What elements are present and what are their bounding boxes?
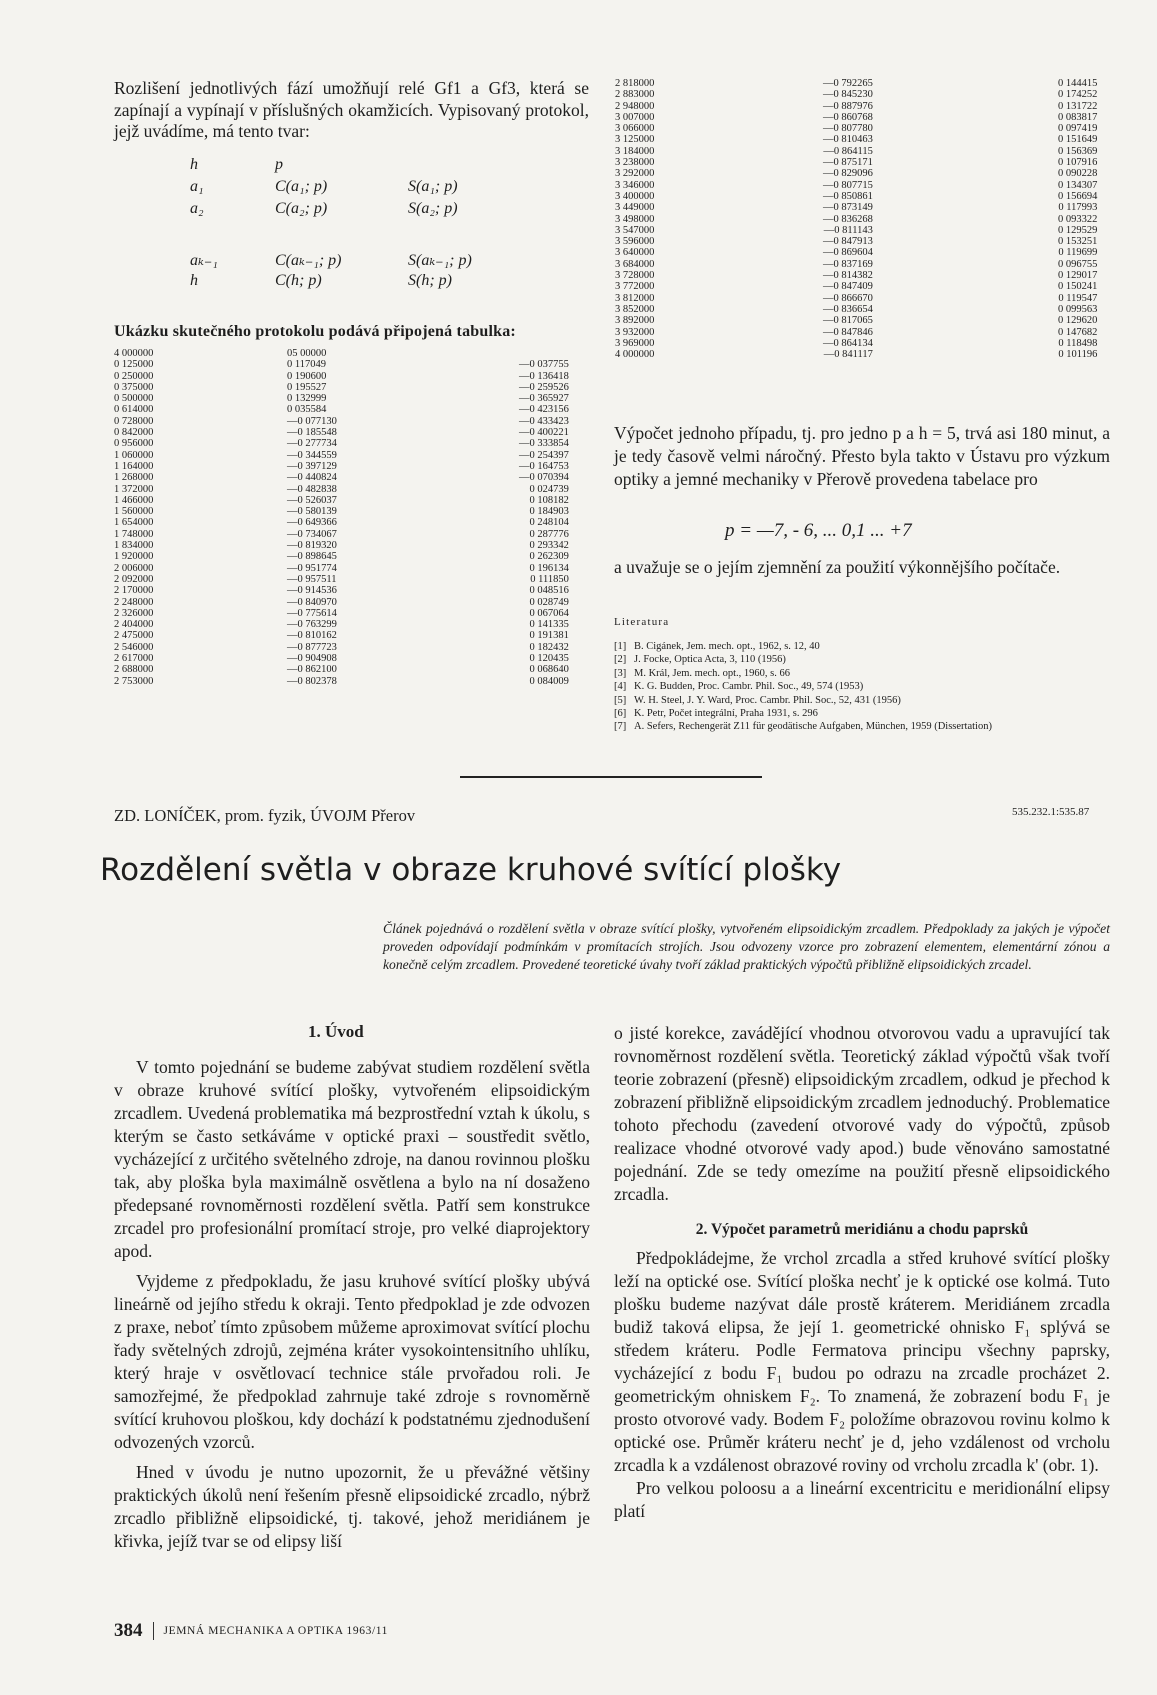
reference-number: [3] [614,667,627,679]
table-cell: 3 852000 [615,303,655,315]
reference-item [614,680,1110,693]
table-cell: —0 829096 [823,168,873,180]
table-cell: —0 847409 [823,281,873,293]
table-cell: 0 099563 [1058,303,1098,315]
table-cell: —0 817065 [823,315,873,327]
table-cell: 0 190600 [287,370,327,382]
reference-number: [5] [614,694,627,706]
table-cell: 3 892000 [615,315,655,327]
reference-text: M. Král, Jem. mech. opt., 1960, s. 66 [634,667,791,679]
table-cell: —0 887976 [823,100,873,112]
table-cell: —0 873149 [823,202,873,214]
intro-paragraph: Rozlišení jednotlivých fází umožňují relé Gf1 a Gf3, která se zapínají a vypínají v příslušných okamžicích. Vypisovaný protokol, jejž uvádíme, má tento tvar: [114,78,589,141]
table-cell: 0 728000 [114,415,154,427]
table-cell: —0 734067 [287,528,337,540]
table-cell: 2 688000 [114,664,154,676]
table-cell: 0 120435 [529,653,569,665]
table-cell: 2 326000 [114,607,154,619]
table-cell: 0 375000 [114,381,154,393]
table-cell: 0 956000 [114,438,154,450]
table-cell: —0 482838 [287,483,337,495]
table-cell: 0 144415 [1058,78,1098,89]
table-cell: 2 404000 [114,619,154,631]
table-cell: —0 077130 [287,415,337,427]
page-footer [114,1620,388,1642]
table-cell: 4 000000 [114,348,154,359]
table-cell: 3 292000 [615,168,655,180]
table-cell: 0 083817 [1058,111,1098,123]
table-cell: 1 920000 [114,551,154,563]
table-cell: 3 640000 [615,247,655,259]
protocol-template [190,156,540,294]
table-cell: —0 951774 [287,562,337,574]
table-cell: 0 141335 [529,619,569,631]
table-cell: 3 125000 [615,134,655,146]
table-cell: 0 090228 [1058,168,1098,180]
table-cell: —0 070394 [519,472,569,484]
table-cell: 1 372000 [114,483,154,495]
table-cell: —0 869604 [823,247,873,259]
table-cell: —0 864134 [823,337,873,349]
reference-item [614,707,1110,720]
table-cell: —0 904908 [287,653,337,665]
table-cell: 0 129017 [1058,270,1098,282]
table-cell: 2 948000 [615,100,655,112]
footer-separator [153,1622,154,1640]
table-cell: 0 174252 [1058,89,1098,101]
table-cell: 0 250000 [114,370,154,382]
table-cell: —0 810463 [823,134,873,146]
article-abstract: Článek pojednává o rozdělení světla v obraze svítící plošky, vytvořeném elipsoidickým zrcadlem. Předpoklady za jakých je výpočet proveden odpovídají podmínkám v promítacích strojích. Jsou odvozeny vzorce pro zobrazení elementem, elementární zónou a konečně celým zrcadlem. Provedené teoretické úvahy tvoří základ praktických výpočtů přibližně elipsoidických zrcadel. [383,921,1110,972]
reference-item [614,667,1110,680]
table-cell: 0 119547 [1058,292,1098,304]
reference-item [614,720,1110,733]
literature-heading: Literatura [614,616,670,628]
table-column-s [1058,78,1097,360]
paragraph: Hned v úvodu je nutno upozornit, že u převážné většiny praktických úkolů není řešením přesně elipsoidické zrcadlo, nýbrž zrcadlo přibližně elipsoidické, tj. takové, jehož meridiánem je křivka, jejíž tvar se od elipsy liší [114,1462,590,1551]
table-cell: —0 259526 [519,381,569,393]
protocol-cell: a₁ [190,178,204,195]
table-cell: 2 617000 [114,653,154,665]
reference-number: [7] [614,721,627,733]
table-cell: —0 423156 [519,404,569,416]
table-cell: —0 814382 [823,270,873,282]
table-cell: 3 547000 [615,224,655,236]
reference-number: [2] [614,654,627,666]
section-heading-meridian: 2. Výpočet parametrů meridiánu a chodu paprsků [695,1221,1029,1238]
table-cell: 0 028749 [529,596,569,608]
table-cell: 0 068640 [529,664,569,676]
table-cell: —0 649366 [287,517,337,529]
protocol-cell: h [190,156,198,173]
journal-name: JEMNÁ MECHANIKA A OPTIKA 1963/11 [163,1625,389,1637]
article-left-column [114,1056,590,1553]
table-cell: —0 397129 [287,460,337,472]
table-cell: 0 156369 [1058,145,1098,157]
table-cell: 0 035584 [287,404,327,416]
protocol-cell: C(aₖ₋₁; p) [275,252,342,269]
tabulation-formula: p = —7, - 6, ... 0,1 ... +7 [725,520,912,541]
table-cell: —0 254397 [519,449,569,461]
table-cell: —0 526037 [287,494,337,506]
table-cell: 3 596000 [615,236,655,248]
table-cell: —0 819320 [287,540,337,552]
table-cell: —0 433423 [519,415,569,427]
table-cell: 3 066000 [615,123,655,135]
table-cell: —0 840970 [287,596,337,608]
table-cell: —0 847913 [823,236,873,248]
table-cell: 3 932000 [615,326,655,338]
table-cell: 2 818000 [615,78,655,89]
protocol-cell: C(a₂; p) [275,200,328,217]
table-cell: 2 170000 [114,585,154,597]
table-cell: 2 248000 [114,596,154,608]
table-cell: 0 150241 [1058,281,1098,293]
table-cell: —0 136418 [519,370,569,382]
paragraph: Vyjdeme z předpokladu, že jasu kruhové svítící plošky ubývá lineárně od jejího středu k okraji. Tento předpoklad je zde odvozen z praxe, neboť tímto způsobem můžeme aproximovat svítící plochu řady světelných zdrojů, zejména kráter vysokointensitního uhlíku, který hraje v osvětlovací technice stále prvořadou roli. Je samozřejmé, že předpoklad zahrnuje také zdroje s rovnoměrně svítící kruhovou ploškou, kdy dochází k podstatnému zjednodušení odvozených vzorců. [114,1271,590,1452]
table-cell: —0 898645 [287,551,337,563]
table-cell: 0 293342 [529,540,569,552]
table-cell: —0 277734 [287,438,337,450]
table-cell: —0 164753 [519,460,569,472]
table-cell: 0 182432 [529,641,569,653]
table-cell: 0 262309 [529,551,569,563]
table-cell: —0 836268 [823,213,873,225]
table-cell: 3 684000 [615,258,655,270]
table-cell: 0 614000 [114,404,154,416]
protocol-cell: p [275,156,283,173]
table-cell: 0 096755 [1058,258,1098,270]
table-cell: —0 333854 [519,438,569,450]
protocol-cell: S(a₂; p) [408,200,458,217]
table-cell: 4 000000 [615,349,655,361]
table-column-argument [114,348,153,687]
table-cell: 2 546000 [114,641,154,653]
protocol-cell: C(a₁; p) [275,178,328,195]
table-cell: —0 877723 [287,641,337,653]
table-cell: 0 129620 [1058,315,1098,327]
table-cell: 3 969000 [615,337,655,349]
table-cell: 1 834000 [114,540,154,552]
table-cell: —0 580139 [287,506,337,518]
table-cell: 1 748000 [114,528,154,540]
table-cell: 1 268000 [114,472,154,484]
paragraph-computation-time: Výpočet jednoho případu, tj. pro jedno p a h = 5, trvá asi 180 minut, a je tedy časově velmi náročný. Přesto byla takto v Ústavu pro výzkum optiky a jemné mechaniky v Přerově provedena tabelace pro [614,423,1110,489]
reference-number: [6] [614,708,627,720]
table-cell: —0 365927 [519,393,569,405]
table-cell: —0 841117 [823,349,873,361]
table-cell: 0 107916 [1058,157,1098,169]
table-cell: 0 108182 [529,494,569,506]
section-divider [460,776,762,778]
table-cell: 1 466000 [114,494,154,506]
table-cell: 0 151649 [1058,134,1098,146]
table-cell: —0 837169 [823,258,873,270]
table-cell: —0 807715 [823,179,873,191]
table-cell: 0 117993 [1058,202,1098,214]
page-number: 384 [114,1620,143,1641]
table-cell: 0 195527 [287,381,327,393]
table-cell: —0 763299 [287,619,337,631]
section-heading-intro: 1. Úvod [308,1022,364,1041]
table-cell: 2 475000 [114,630,154,642]
table-cell: —0 440824 [287,472,337,484]
table-cell: —0 847846 [823,326,873,338]
protocol-cell: S(aₖ₋₁; p) [408,252,472,269]
protocol-cell: S(a₁; p) [408,178,458,195]
reference-text: W. H. Steel, J. Y. Ward, Proc. Cambr. Phil. Soc., 52, 431 (1956) [634,694,901,706]
table-cell: —0 864115 [823,145,873,157]
table-cell: —0 866670 [823,292,873,304]
table-cell: 0 101196 [1058,349,1098,361]
table-cell [519,348,569,359]
table-cell: 0 024739 [529,483,569,495]
table-cell: 0 196134 [529,562,569,574]
paragraph: Pro velkou poloosu a a lineární excentricitu e meridionální elipsy platí [614,1478,1110,1521]
table-cell: 1 164000 [114,460,154,472]
table-cell: 0 184903 [529,506,569,518]
protocol-table-right [615,78,1115,378]
table-cell: 3 498000 [615,213,655,225]
table-cell: 0 131722 [1058,100,1098,112]
table-cell: —0 185548 [287,427,337,439]
paragraph-refinement: a uvažuje se o jejím zjemnění za použití výkonnějšího počítače. [614,557,1061,577]
reference-text: A. Sefers, Rechengerät Z11 für geodätische Aufgaben, München, 1959 (Dissertation) [634,721,992,733]
table-cell: —0 957511 [287,573,337,585]
protocol-table-left [114,348,594,694]
protocol-cell: C(h; p) [275,272,322,289]
table-cell: —0 792265 [823,78,873,89]
table-cell: 0 153251 [1058,236,1098,248]
protocol-row [190,178,540,200]
reference-text: K. Petr, Počet integrální, Praha 1931, s. 296 [634,708,818,720]
table-cell: —0 802378 [287,675,337,687]
table-cell: 0 111850 [530,573,569,585]
protocol-row [190,222,540,250]
table-cell: 0 191381 [529,630,569,642]
table-cell: 1 560000 [114,506,154,518]
classification-code: 535.232.1:535.87 [1012,806,1090,818]
table-cell: 05 00000 [287,348,327,359]
reference-list [614,640,1110,734]
table-cell: 3 007000 [615,111,655,123]
table-cell: 0 129529 [1058,224,1098,236]
table-cell: 0 248104 [529,517,569,529]
protocol-cell: S(h; p) [408,272,452,289]
reference-number: [4] [614,681,627,693]
table-cell: —0 850861 [823,190,873,202]
table-caption: Ukázku skutečného protokolu podává připojená tabulka: [114,323,516,340]
table-cell: 2 006000 [114,562,154,574]
table-cell: 0 500000 [114,393,154,405]
reference-item [614,694,1110,707]
table-cell: —0 875171 [823,157,873,169]
table-cell: 1 654000 [114,517,154,529]
reference-number: [1] [614,641,627,652]
table-cell: 0 067064 [529,607,569,619]
protocol-row [190,250,540,272]
table-cell: 0 132999 [287,393,327,405]
table-cell: —0 775614 [287,607,337,619]
table-cell: 0 118498 [1058,337,1098,349]
table-cell: 0 048516 [529,585,569,597]
protocol-cell: h [190,272,198,289]
table-cell: 0 156694 [1058,190,1098,202]
table-cell: 0 125000 [114,359,154,371]
table-cell: 0 287776 [529,528,569,540]
reference-text: K. G. Budden, Proc. Cambr. Phil. Soc., 49, 574 (1953) [634,681,864,693]
table-cell: 3 346000 [615,179,655,191]
protocol-row [190,272,540,294]
table-cell: —0 037755 [519,359,569,371]
table-cell: 3 238000 [615,157,655,169]
table-cell: 3 400000 [615,190,655,202]
table-cell: 0 117049 [287,359,326,371]
paragraph: o jisté korekce, zavádějící vhodnou otvorovou vadu a upravující tak rovnoměrnost rozdělení světla. Teoretický základ výpočtů však tvoří teorie zobrazení (přesně) elipsoidickým zrcadlem, odkud je přechod k zobrazení přibližně elipsoidickým zrcadlem jednoduchý. Problematice tohoto přechodu (zavedení otvorové vady do výpočtů, způsob realizace vhodné otvorové vady apod.) bude věnováno samostatné pojednání. Zde se tedy omezíme na použití přesně elipsoidického zrcadla. [614,1023,1110,1204]
table-column-s [519,348,569,687]
table-cell: 0 842000 [114,427,154,439]
protocol-row [190,156,540,178]
paragraph: V tomto pojednání se budeme zabývat studiem rozdělení světla v obraze kruhové svítící plošky, vytvořeném elipsoidickým zrcadlem. Uvedená problematika má bezprostřední vztah k úkolu, s kterým se často setkáváme v optické praxi – soustředit světlo, vycházející z určitého světelného zdroje, na danou rovinnou plošku tak, aby ploška byla maximálně osvětlena a bylo na ní dosaženo předepsané rovnoměrnosti rozdělení světla. Patří sem konstrukce zrcadel pro profesionální promítací stroje, pro velké diaprojektory apod. [114,1057,590,1261]
protocol-row [190,200,540,222]
table-column-c [823,78,873,360]
table-cell: 3 184000 [615,145,655,157]
reference-text: J. Focke, Optica Acta, 3, 110 (1956) [634,654,786,666]
table-cell: —0 914536 [287,585,337,597]
table-cell: —0 862100 [287,664,337,676]
table-cell: 3 812000 [615,292,655,304]
table-cell: 2 883000 [615,89,655,101]
article-right-column [614,1022,1110,1523]
table-cell: —0 836654 [823,303,873,315]
table-cell: —0 811143 [823,224,873,236]
table-column-c [287,348,337,687]
table-cell: 3 772000 [615,281,655,293]
table-cell: 2 092000 [114,573,154,585]
table-cell: —0 807780 [823,123,873,135]
table-cell: 2 753000 [114,675,154,687]
protocol-cell: aₖ₋₁ [190,252,218,269]
table-cell: —0 400221 [519,427,569,439]
table-cell: —0 810162 [287,630,337,642]
paragraph: Předpokládejme, že vrchol zrcadla a střed kruhové svítící plošky leží na optické ose. Svítící ploška nechť je k optické ose kolmá. Tuto plošku budeme nazývat dále prostě kráterem. Meridiánem zrcadla budiž taková elipsa, že její 1. geometrické ohnisko F₁ splývá se středem kráteru. Podle Fermatova principu všechny paprsky, vycházející z bodu F₁ budou po odrazu na zrcadle procházet 2. geometrickým ohniskem F₂. To znamená, že zobrazení bodu F₁ je prosto otvorové vady. Bodem F₂ položíme obrazovou rovinu kolmo k optické ose. Průměr kráteru nechť je d, jeho vzdálenost od vrcholu zrcadla k a vzdálenost obrazové roviny od vrcholu zrcadla k' (obr. 1). [614,1248,1110,1475]
table-cell: —0 845230 [823,89,873,101]
table-cell: 1 060000 [114,449,154,461]
table-cell: 0 093322 [1058,213,1098,225]
table-cell: 3 728000 [615,270,655,282]
protocol-cell: a₂ [190,200,204,217]
table-cell: 0 084009 [529,675,569,687]
article-title: Rozdělení světla v obraze kruhové svítící plošky [100,852,842,888]
table-cell: 3 449000 [615,202,655,214]
reference-item [614,640,1110,653]
table-cell: 0 147682 [1058,326,1098,338]
reference-text: B. Cigánek, Jem. mech. opt., 1962, s. 12, 40 [634,641,820,652]
table-column-argument [615,78,654,360]
table-cell: —0 344559 [287,449,337,461]
table-cell: 0 097419 [1058,123,1098,135]
table-cell: 0 134307 [1058,179,1098,191]
table-cell: 0 119699 [1058,247,1098,259]
author-line: ZD. LONÍČEK, prom. fyzik, ÚVOJM Přerov [114,806,416,825]
reference-item [614,653,1110,666]
table-cell: —0 860768 [823,111,873,123]
